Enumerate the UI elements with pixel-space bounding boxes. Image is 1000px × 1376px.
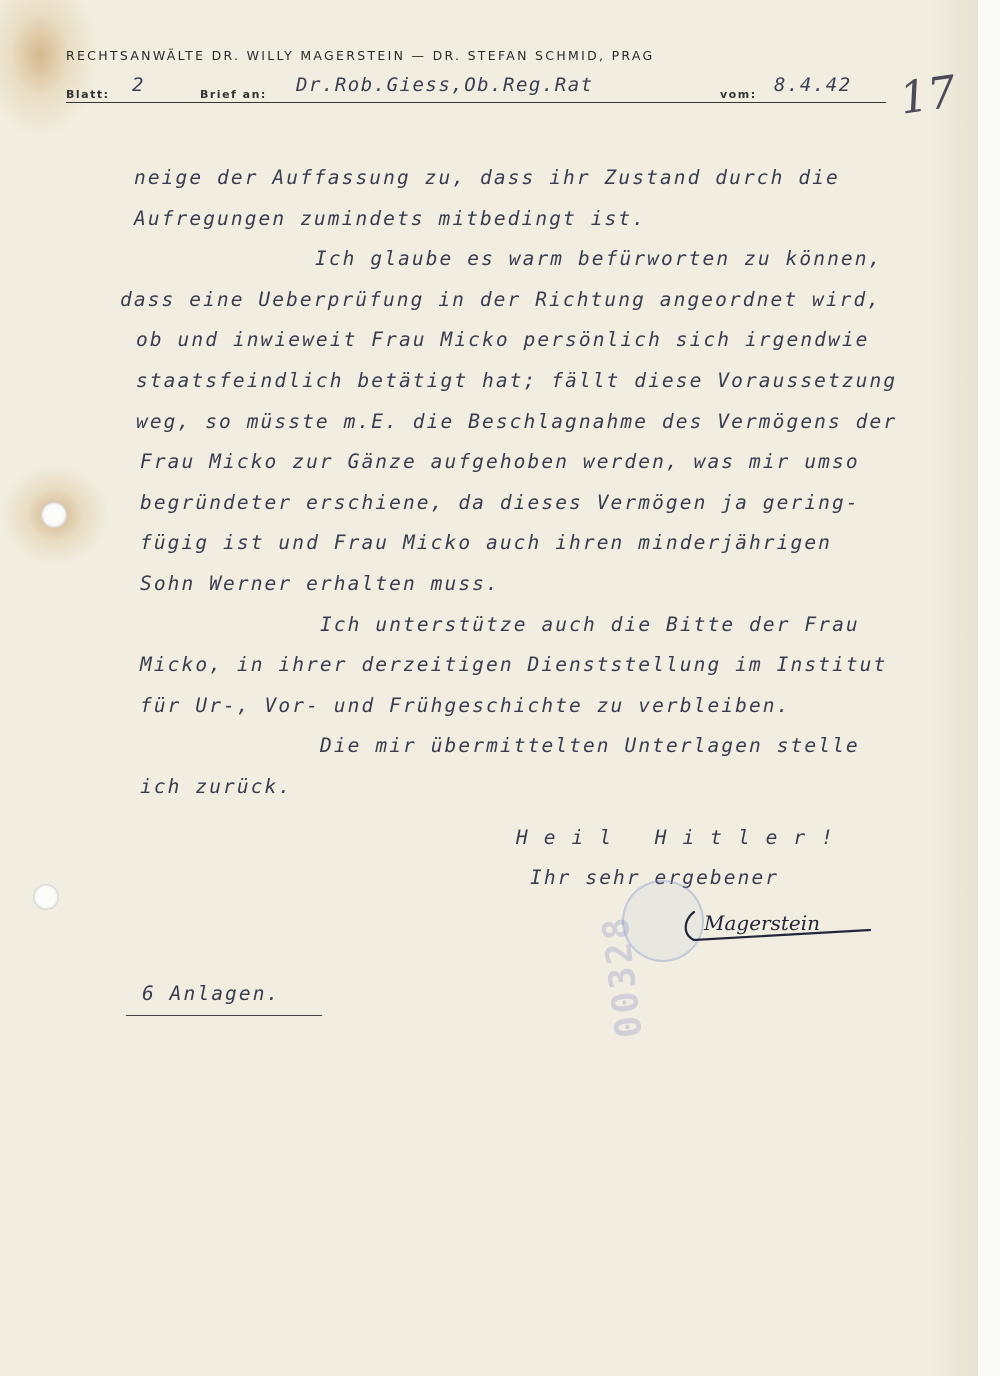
punch-hole-lower xyxy=(33,884,59,910)
sheet-number: 2 xyxy=(132,74,145,96)
body-line: Ich glaube es warm befürworten zu können, xyxy=(315,247,883,271)
punch-hole-upper xyxy=(41,502,67,528)
letter-meta-row xyxy=(66,72,886,103)
body-line: Aufregungen zumindets mitbedingt ist. xyxy=(134,206,647,230)
archive-stamp-number: 00328 xyxy=(594,912,651,1040)
body-line: staatsfeindlich betätigt hat; fällt diese Voraussetzung xyxy=(136,368,898,392)
page-edge xyxy=(978,0,1000,1376)
enclosures xyxy=(126,974,322,1016)
date-label: vom: xyxy=(720,88,757,101)
body-line: weg, so müsste m.E. die Beschlagnahme des Vermögens der xyxy=(136,409,898,433)
letterhead: RECHTSANWÄLTE DR. WILLY MAGERSTEIN — DR. STEFAN SCHMID, PRAG xyxy=(66,48,655,63)
letter-body xyxy=(120,158,970,808)
signature xyxy=(680,900,880,950)
body-line: neige der Auffassung zu, dass ihr Zustand durch die xyxy=(134,166,840,189)
body-line: begründeter erschiene, da dieses Vermögen ja gering- xyxy=(140,490,860,514)
complimentary-close: Ihr sehr ergebener xyxy=(530,866,780,889)
body-line: Frau Micko zur Gänze aufgehoben werden, was mir umso xyxy=(140,450,860,474)
body-line: dass eine Ueberprüfung in der Richtung angeordnet wird, xyxy=(120,287,882,311)
body-line: fügig ist und Frau Micko auch ihren minderjährigen xyxy=(140,531,832,555)
letter-to-label: Brief an: xyxy=(200,88,267,101)
salutation: Heil Hitler! xyxy=(516,826,849,849)
folio-number: 17 xyxy=(896,66,960,125)
enclosures-text: 6 Anlagen. xyxy=(142,982,281,1005)
body-line: für Ur-, Vor- und Frühgeschichte zu verbleiben. xyxy=(140,693,791,717)
sheet-label: Blatt: xyxy=(66,88,110,101)
letter-date: 8.4.42 xyxy=(774,74,852,96)
body-line: Ich unterstütze auch die Bitte der Frau xyxy=(320,612,860,636)
body-line: ich zurück. xyxy=(140,774,293,798)
signature-text: Magerstein xyxy=(704,911,821,935)
letter-closing xyxy=(516,818,936,898)
body-line: ob und inwieweit Frau Micko persönlich sich irgendwie xyxy=(136,328,870,352)
recipient-name: Dr.Rob.Giess,Ob.Reg.Rat xyxy=(296,74,594,96)
body-line: Micko, in ihrer derzeitigen Dienststellung im Institut xyxy=(140,653,888,677)
body-line: Die mir übermittelten Unterlagen stelle xyxy=(320,734,860,758)
body-line: Sohn Werner erhalten muss. xyxy=(140,571,500,595)
